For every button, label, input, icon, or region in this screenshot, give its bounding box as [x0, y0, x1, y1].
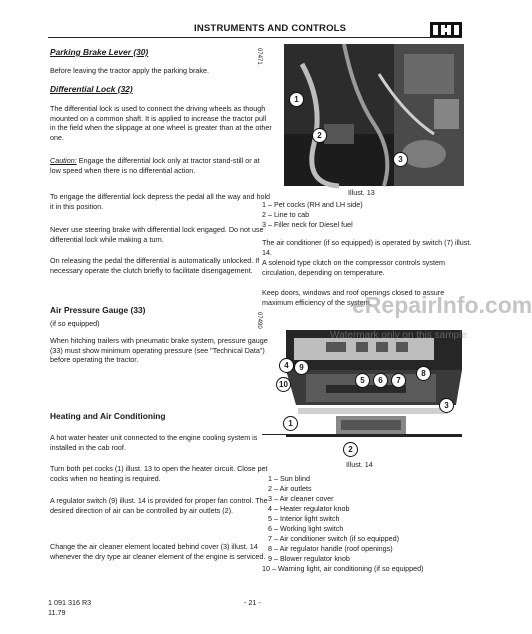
differential-lock-paragraph-2: To engage the differential lock depress the pedal all the way and hold it in this position.: [50, 192, 271, 211]
differential-lock-paragraph-1: The differential lock is used to connect the driving wheels as though mounted on a common shaft. It is applied to increase the tractor pull in the field when the slippage at one wheel is greater than at the other one.: [50, 104, 272, 142]
caution-label: Caution:: [50, 156, 77, 165]
callout-13-2: 2: [312, 128, 327, 143]
callout-14-10: 10: [276, 377, 291, 392]
callout-14-1: 1: [283, 416, 298, 431]
photo-13-code: 07471: [256, 48, 262, 65]
illust-14-item-5: 5 – Interior light switch: [268, 514, 340, 523]
illust-14-item-6: 6 – Working light switch: [268, 524, 344, 533]
watermark-url: eRepairInfo.com: [352, 292, 532, 318]
illust-13-item-3: 3 – Filler neck for Diesel fuel: [262, 220, 353, 229]
watermark-sample-text: Watermark only on this sample: [330, 330, 467, 341]
heating-paragraph-2: Turn both pet cocks (1) illust. 13 to open the heater circuit. Close pet cocks when no heating is required.: [50, 464, 268, 483]
parking-brake-text: Before leaving the tractor apply the parking brake.: [50, 66, 210, 75]
differential-lock-heading: Differential Lock (32): [50, 84, 133, 94]
illust-14-item-2: 2 – Air outlets: [268, 484, 312, 493]
parking-brake-heading: Parking Brake Lever (30): [50, 47, 149, 57]
heating-paragraph-3: A regulator switch (9) illust. 14 is provided for proper fan control. The desired direction of air can be controlled by air outlets (2).: [50, 496, 268, 515]
air-conditioner-paragraph-1: The air conditioner (if so equipped) is operated by switch (7) illust. 14.: [262, 238, 472, 257]
callout-14-7: 7: [391, 373, 406, 388]
illustration-14-caption: Illust. 14: [346, 460, 373, 469]
heating-paragraph-4: Change the air cleaner element located behind cover (3) illust. 14 whenever the dry type air cleaner element of the engine is serviced.: [50, 542, 266, 561]
illust-13-item-2: 2 – Line to cab: [262, 210, 310, 219]
illust-14-item-4: 4 – Heater regulator knob: [268, 504, 350, 513]
callout-13-1: 1: [289, 92, 304, 107]
air-pressure-text: When hitching trailers with pneumatic brake system, pressure gauge (33) must show minimum operating pressure (see "Technical Data") before operating the tractor.: [50, 336, 268, 365]
callout-14-3: 3: [439, 398, 454, 413]
air-pressure-heading: Air Pressure Gauge (33): [50, 305, 146, 315]
air-conditioner-paragraph-2: A solenoid type clutch on the compressor controls system circulation, depending on temperature.: [262, 258, 445, 277]
footer-part-number: 1 091 316 R3: [48, 598, 92, 607]
callout-14-9: 9: [294, 360, 309, 375]
callout-13-3: 3: [393, 152, 408, 167]
differential-lock-paragraph-3: Never use steering brake with differential lock engaged. Do not use differential lock while making a turn.: [50, 225, 264, 244]
caution-paragraph: [50, 156, 272, 175]
page-title: INSTRUMENTS AND CONTROLS: [194, 23, 347, 34]
ih-logo-icon: [430, 22, 462, 38]
header-rule: [48, 37, 462, 38]
illust-14-item-8: 8 – Air regulator handle (roof openings): [268, 544, 393, 553]
differential-lock-paragraph-4: On releasing the pedal the differential is automatically unlocked. If necessary operate the clutch briefly to facilitate disengagement.: [50, 256, 260, 275]
air-conditioner-paragraph-3: Keep doors, windows and roof openings closed to assure maximum efficiency of the system.: [262, 288, 445, 307]
footer-page-number: - 21 -: [244, 598, 261, 607]
heating-heading: Heating and Air Conditioning: [50, 411, 166, 421]
illust-14-item-9: 9 – Blower regulator knob: [268, 554, 350, 563]
photo-14-code: 07490: [256, 312, 262, 329]
callout-14-2: 2: [343, 442, 358, 457]
roof-edge-line: [262, 434, 462, 435]
air-pressure-subtitle: (if so equipped): [50, 319, 100, 328]
callout-14-8: 8: [416, 366, 431, 381]
illust-14-item-7: 7 – Air conditioner switch (if so equipped): [268, 534, 400, 543]
illust-13-item-1: 1 – Pet cocks (RH and LH side): [262, 200, 363, 209]
illustration-14-photo: [286, 330, 462, 448]
illustration-13-photo: [284, 44, 464, 186]
illust-14-item-10: 10 – Warning light, air conditioning (if so equipped): [262, 564, 424, 573]
illustration-13-caption: Illust. 13: [348, 188, 375, 197]
callout-14-4: 4: [279, 358, 294, 373]
heating-paragraph-1: A hot water heater unit connected to the engine cooling system is installed in the cab roof.: [50, 433, 258, 452]
callout-14-5: 5: [355, 373, 370, 388]
callout-14-6: 6: [373, 373, 388, 388]
footer-date: 11.79: [48, 608, 66, 617]
illust-14-item-1: 1 – Sun blind: [268, 474, 310, 483]
illust-14-item-3: 3 – Air cleaner cover: [268, 494, 334, 503]
page-header: [0, 22, 512, 38]
caution-text: Engage the differential lock only at tractor stand-still or at low speed when there is no differential action.: [50, 156, 260, 175]
